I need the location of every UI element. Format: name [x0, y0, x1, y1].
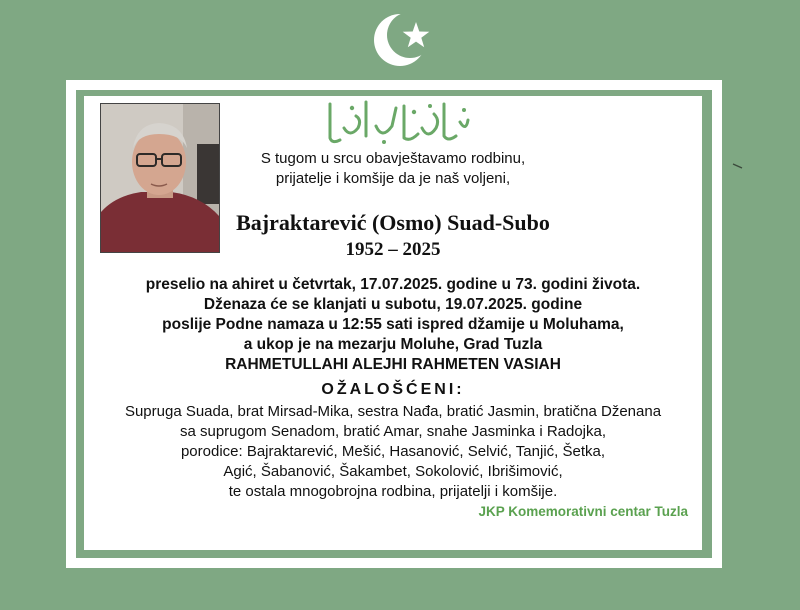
- ink-mark: [732, 162, 744, 170]
- life-years: 1952 – 2025: [345, 239, 441, 260]
- details-line-2: Dženaza će se klanjati u subotu, 19.07.2025. godine: [203, 296, 583, 313]
- mourners-line-4: Agić, Šabanović, Šakambet, Sokolović, Ibrišimović,: [223, 463, 563, 480]
- mourners-line-1: Supruga Suada, brat Mirsad-Mika, sestra Nađa, bratić Jasmin, bratična Dženana: [124, 403, 662, 420]
- arabic-calligraphy: [322, 98, 472, 146]
- mourners-line-5: te ostala mnogobrojna rodbina, prijatelji i komšije.: [228, 483, 558, 500]
- mourners-heading: OŽALOŠĆENI:: [321, 381, 465, 398]
- details-line-1: preselio na ahiret u četvrtak, 17.07.2025. godine u 73. godini života.: [145, 276, 641, 293]
- prayer-line: RAHMETULLAHI ALEJHI RAHMETEN VASIAH: [225, 356, 561, 373]
- deceased-name: Bajraktarević (Osmo) Suad-Subo: [236, 210, 550, 235]
- details-line-4: a ukop je na mezarju Moluhe, Grad Tuzla: [243, 336, 543, 353]
- intro-line-2: prijatelje i komšije da je naš voljeni,: [275, 170, 511, 187]
- obituary-card: [84, 96, 702, 550]
- intro-line-1: S tugom u srcu obavještavamo rodbinu,: [260, 150, 526, 167]
- mourners-line-3: porodice: Bajraktarević, Mešić, Hasanović, Selvić, Tanjić, Šetka,: [180, 443, 606, 460]
- crescent-star-icon: [372, 8, 434, 70]
- mourners-line-2: sa suprugom Senadom, bratić Amar, snahe Jasminka i Radojka,: [179, 423, 607, 440]
- details-line-3: poslije Podne namaza u 12:55 sati ispred džamije u Moluhama,: [162, 316, 624, 333]
- signature: JKP Komemorativni centar Tuzla: [478, 504, 688, 519]
